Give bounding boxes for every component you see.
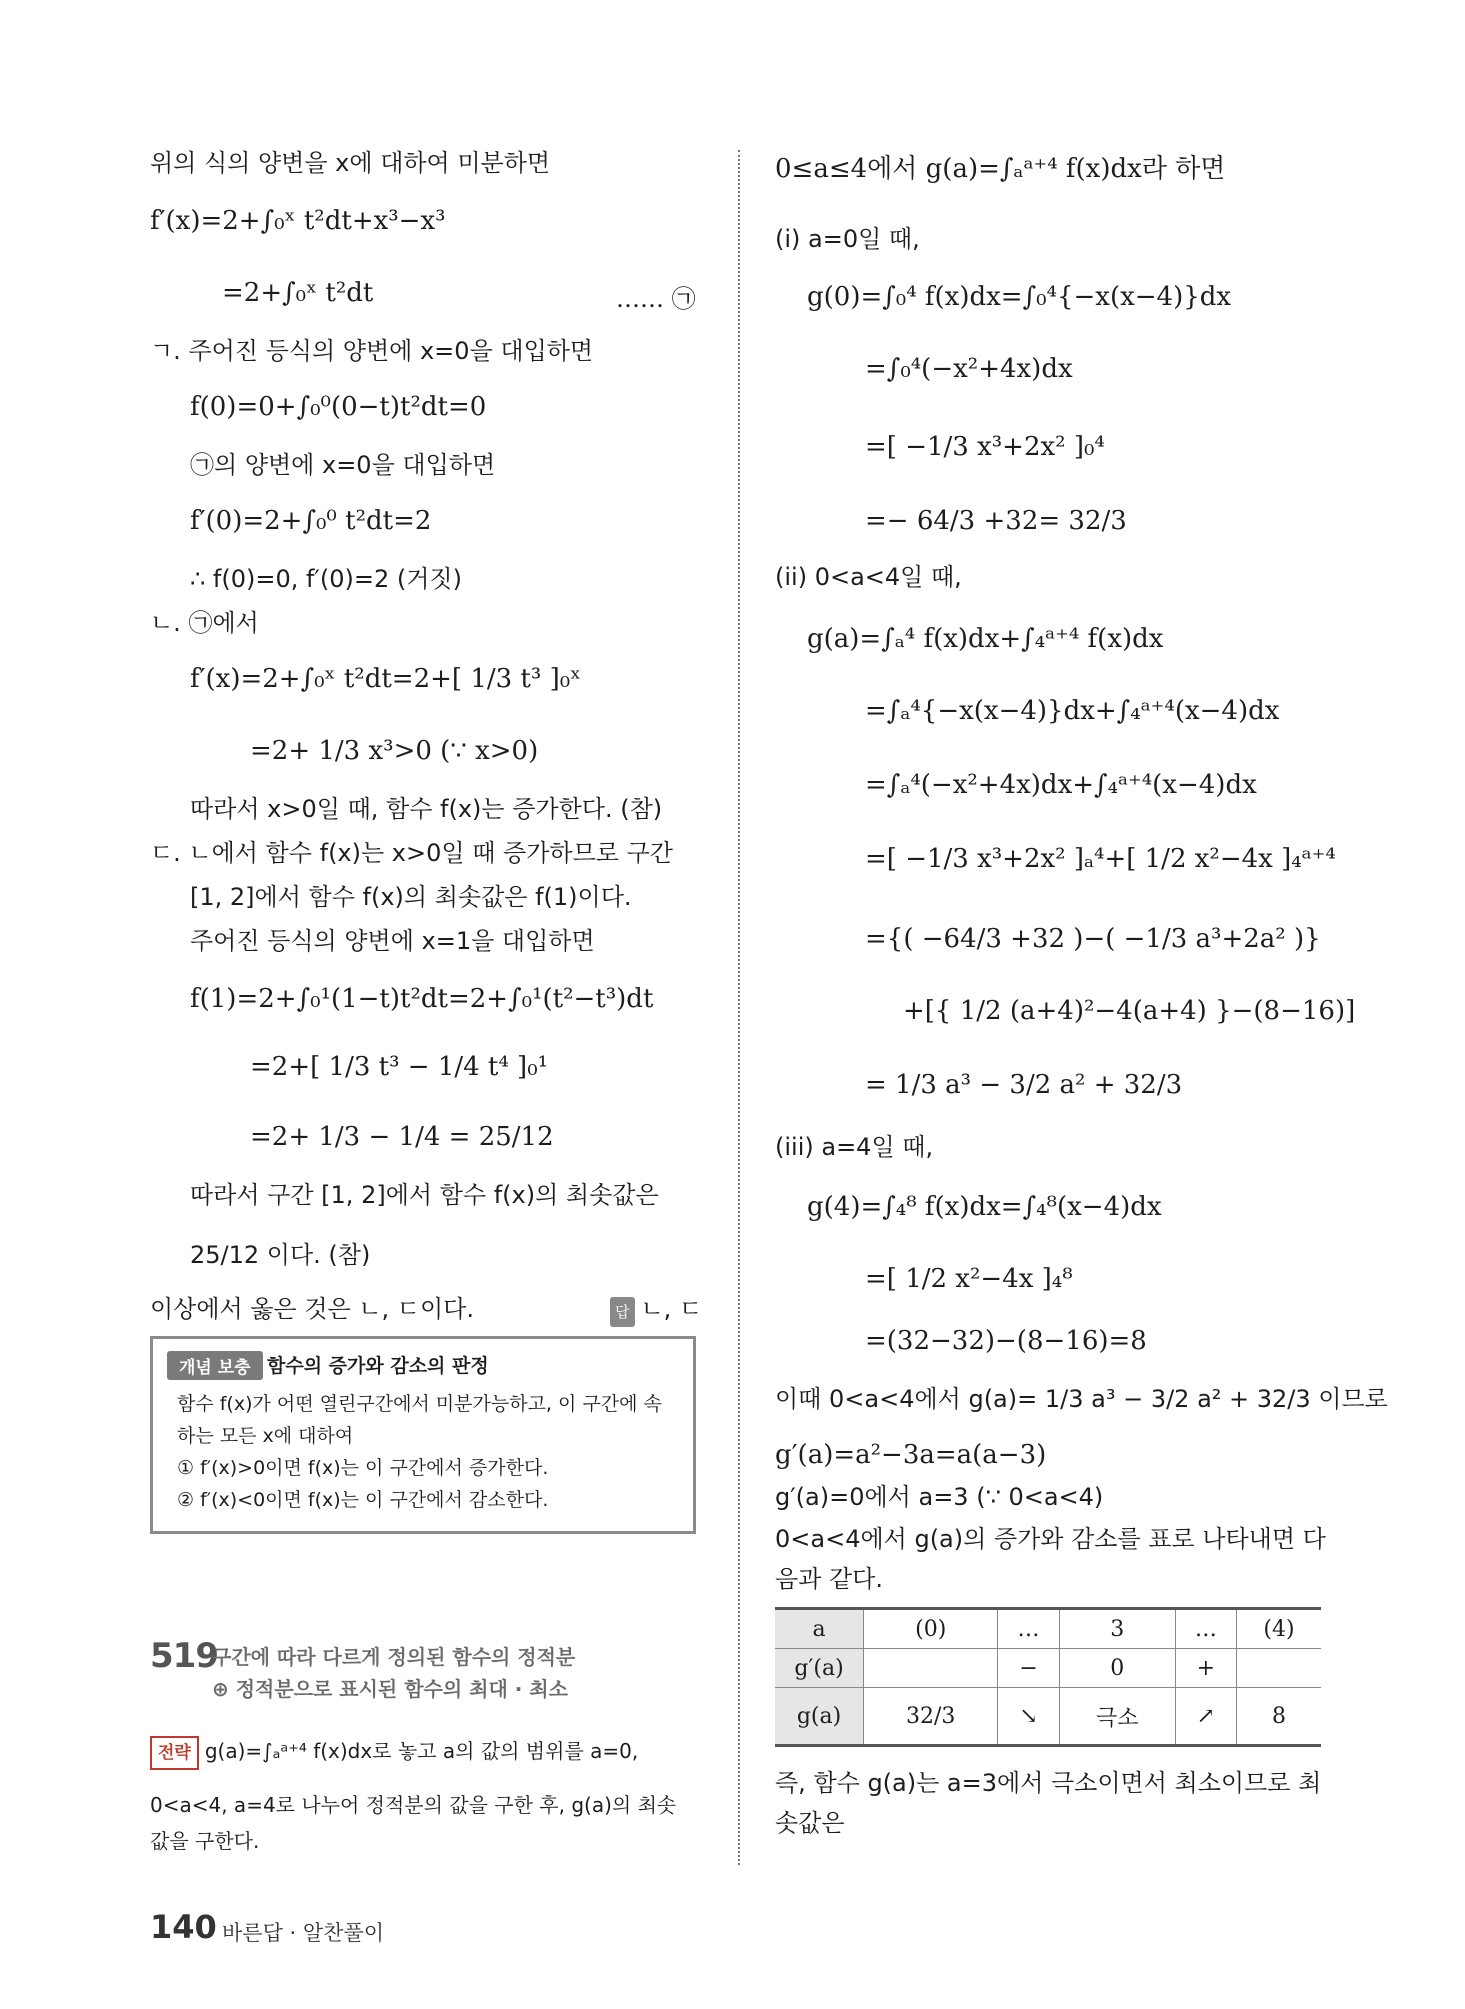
math-line: g(4)=∫₄⁸ f(x)dx=∫₄⁸(x−4)dx <box>807 1192 1162 1222</box>
math-line: =∫ₐ⁴{−x(x−4)}dx+∫₄ᵃ⁺⁴(x−4)dx <box>865 696 1280 726</box>
math-line: 0≤a≤4에서 g(a)=∫ₐᵃ⁺⁴ f(x)dx라 하면 <box>775 154 1226 184</box>
math-line: f(0)=0+∫₀⁰(0−t)t²dt=0 <box>190 392 487 422</box>
equation-marker: …… ㉠ <box>616 285 696 313</box>
table-row <box>775 1609 1321 1649</box>
problem-subtitle: ⊕ 정적분으로 표시된 함수의 최대 · 최소 <box>212 1677 568 1701</box>
math-line: =2+∫₀ˣ t²dt <box>222 278 374 308</box>
text-line: ㉠의 양변에 x=0을 대입하면 <box>190 451 496 479</box>
math-line: f(1)=2+∫₀¹(1−t)t²dt=2+∫₀¹(t²−t³)dt <box>190 984 654 1014</box>
table-row <box>775 1649 1321 1688</box>
table-cell: 극소 <box>1059 1688 1175 1746</box>
math-line: =(32−32)−(8−16)=8 <box>865 1326 1147 1356</box>
table-cell: a <box>775 1609 864 1649</box>
concept-box-line: ① f′(x)>0이면 f(x)는 이 구간에서 증가한다. <box>177 1457 549 1479</box>
strategy-line: 값을 구한다. <box>150 1829 260 1853</box>
math-line: f′(x)=2+∫₀ˣ t²dt=2+[ 1/3 t³ ]₀ˣ <box>190 664 582 694</box>
math-line: =[ −1/3 x³+2x² ]ₐ⁴+[ 1/2 x²−4x ]₄ᵃ⁺⁴ <box>865 844 1336 874</box>
table-cell <box>1237 1649 1321 1688</box>
conclusion-line: 이상에서 옳은 것은 ㄴ, ㄷ이다. <box>150 1295 474 1323</box>
text-line: 주어진 등식의 양변에 x=1을 대입하면 <box>190 927 595 955</box>
math-line: =∫₀⁴(−x²+4x)dx <box>865 354 1073 384</box>
table-cell: 32/3 <box>864 1688 998 1746</box>
table-row <box>775 1688 1321 1746</box>
concept-box-line: 함수 f(x)가 어떤 열린구간에서 미분가능하고, 이 구간에 속 <box>177 1393 662 1415</box>
table-cell: g′(a) <box>775 1649 864 1688</box>
math-line: f′(x)=2+∫₀ˣ t²dt+x³−x³ <box>150 206 446 236</box>
table-cell: (0) <box>864 1609 998 1649</box>
answer <box>610 1294 702 1327</box>
table-cell: 3 <box>1059 1609 1175 1649</box>
strategy-text: g(a)=∫ₐᵃ⁺⁴ f(x)dx로 놓고 a의 값의 범위를 a=0, <box>204 1739 639 1763</box>
increase-arrow-icon: ↗ <box>1175 1688 1236 1746</box>
text-line: 솟값은 <box>775 1809 845 1837</box>
concept-box <box>150 1336 696 1534</box>
concept-box-tag: 개념 보충 <box>167 1351 263 1380</box>
text-line: ㄱ. 주어진 등식의 양변에 x=0을 대입하면 <box>150 337 594 365</box>
math-line: =2+ 1/3 − 1/4 = 25/12 <box>250 1122 554 1152</box>
math-line: g(a)=∫ₐ⁴ f(x)dx+∫₄ᵃ⁺⁴ f(x)dx <box>807 624 1164 654</box>
math-line: =2+ 1/3 x³>0 (∵ x>0) <box>250 736 539 766</box>
math-line: =[ −1/3 x³+2x² ]₀⁴ <box>865 432 1105 462</box>
table-cell: (4) <box>1237 1609 1321 1649</box>
text-line: 즉, 함수 g(a)는 a=3에서 극소이면서 최소이므로 최 <box>775 1769 1322 1797</box>
table-cell: 0 <box>1059 1649 1175 1688</box>
answer-value: ㄴ, ㄷ <box>640 1295 703 1323</box>
strategy-tag: 전략 <box>150 1736 199 1770</box>
text-line: 음과 같다. <box>775 1565 883 1593</box>
answer-mark: 답 <box>610 1297 635 1327</box>
case-heading: (i) a=0일 때, <box>775 225 920 253</box>
text-line: 따라서 x>0일 때, 함수 f(x)는 증가한다. (참) <box>190 795 663 823</box>
increase-decrease-table <box>775 1607 1321 1747</box>
problem-number: 519 <box>150 1636 218 1676</box>
problem-title: 구간에 따라 다르게 정의된 함수의 정적분 <box>212 1645 576 1669</box>
page-number: 140 <box>150 1908 217 1946</box>
text-line: 따라서 구간 [1, 2]에서 함수 f(x)의 최솟값은 <box>190 1181 659 1209</box>
math-line: g′(a)=a²−3a=a(a−3) <box>775 1440 1047 1470</box>
text-line: ㄴ. ㉠에서 <box>150 609 259 637</box>
math-line: g(0)=∫₀⁴ f(x)dx=∫₀⁴{−x(x−4)}dx <box>807 282 1232 312</box>
text-line: 0<a<4에서 g(a)의 증가와 감소를 표로 나타내면 다 <box>775 1525 1326 1553</box>
strategy-line: 0<a<4, a=4로 나누어 정적분의 값을 구한 후, g(a)의 최솟 <box>150 1793 677 1817</box>
table-cell: + <box>1175 1649 1236 1688</box>
math-line: ={( −64/3 +32 )−( −1/3 a³+2a² )} <box>865 924 1321 954</box>
table-cell: … <box>998 1609 1059 1649</box>
table-cell: 8 <box>1237 1688 1321 1746</box>
table-cell: g(a) <box>775 1688 864 1746</box>
text-line: ∴ f(0)=0, f′(0)=2 (거짓) <box>190 565 462 593</box>
concept-box-line: 하는 모든 x에 대하여 <box>177 1425 354 1447</box>
math-line: =∫ₐ⁴(−x²+4x)dx+∫₄ᵃ⁺⁴(x−4)dx <box>865 770 1257 800</box>
text-line: 이때 0<a<4에서 g(a)= 1/3 a³ − 3/2 a² + 32/3 이므로 <box>775 1385 1388 1413</box>
text-line: g′(a)=0에서 a=3 (∵ 0<a<4) <box>775 1483 1104 1511</box>
case-heading: (iii) a=4일 때, <box>775 1133 934 1161</box>
math-line: =2+[ 1/3 t³ − 1/4 t⁴ ]₀¹ <box>250 1052 549 1082</box>
case-heading: (ii) 0<a<4일 때, <box>775 563 962 591</box>
text-line: ㄷ. ㄴ에서 함수 f(x)는 x>0일 때 증가하므로 구간 <box>150 839 673 867</box>
math-line: =− 64/3 +32= 32/3 <box>865 506 1127 536</box>
column-divider <box>738 150 740 1865</box>
text-line: 위의 식의 양변을 x에 대하여 미분하면 <box>150 149 551 177</box>
text-line: 25/12 이다. (참) <box>190 1241 371 1269</box>
text-line: [1, 2]에서 함수 f(x)의 최솟값은 f(1)이다. <box>190 883 632 911</box>
strategy-line <box>150 1736 638 1770</box>
table-cell: … <box>1175 1609 1236 1649</box>
math-line: +[{ 1/2 (a+4)²−4(a+4) }−(8−16)] <box>903 996 1356 1026</box>
math-line: f′(0)=2+∫₀⁰ t²dt=2 <box>190 506 432 536</box>
decrease-arrow-icon: ↘ <box>998 1688 1059 1746</box>
table-cell <box>864 1649 998 1688</box>
table-cell: − <box>998 1649 1059 1688</box>
footer-text: 바른답 · 알찬풀이 <box>222 1921 385 1945</box>
concept-box-line: ② f′(x)<0이면 f(x)는 이 구간에서 감소한다. <box>177 1489 549 1511</box>
math-line: =[ 1/2 x²−4x ]₄⁸ <box>865 1264 1073 1294</box>
concept-box-title: 함수의 증가와 감소의 판정 <box>267 1355 489 1377</box>
math-line: = 1/3 a³ − 3/2 a² + 32/3 <box>865 1070 1183 1100</box>
